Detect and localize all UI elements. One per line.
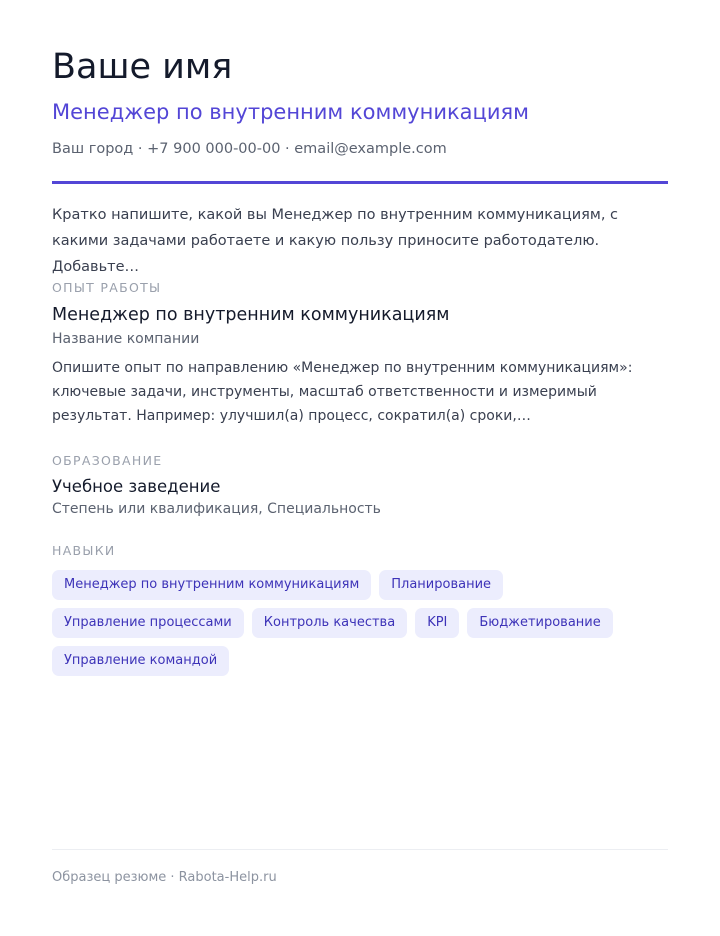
- education-degree: Степень или квалификация, Специальность: [52, 501, 381, 517]
- skill-chip: Планирование: [379, 570, 503, 600]
- job-description: Опишите опыт по направлению «Менеджер по внутренним коммуникациям»: ключевые задачи, инструменты, масштаб ответственности и измеримый результат. Например: улучшил(а) процесс, сократил(а) сроки,…: [52, 360, 633, 424]
- header-divider: [52, 181, 668, 184]
- skill-chip: Управление командой: [52, 646, 229, 676]
- job-title: Менеджер по внутренним коммуникациям: [52, 305, 450, 325]
- summary-text: Кратко напишите, какой вы Менеджер по внутренним коммуникациям, с какими задачами работаете и какую пользу приносите работодателю. Добавьте…: [52, 207, 619, 275]
- resume-page: [52, 0, 668, 936]
- candidate-name: Ваше имя: [52, 47, 233, 87]
- skills-list: [52, 570, 678, 676]
- skill-chip: Менеджер по внутренним коммуникациям: [52, 570, 371, 600]
- skill-chip: KPI: [415, 608, 459, 638]
- skill-chip: Бюджетирование: [467, 608, 612, 638]
- skills-section-label: НАВЫКИ: [52, 543, 116, 558]
- desired-position: Менеджер по внутренним коммуникациям: [52, 100, 529, 124]
- footer-divider: [52, 849, 668, 850]
- education-institution: Учебное заведение: [52, 477, 221, 496]
- skill-chip: Контроль качества: [252, 608, 407, 638]
- education-section-label: ОБРАЗОВАНИЕ: [52, 453, 163, 468]
- skill-chip: Управление процессами: [52, 608, 244, 638]
- company-name: Название компании: [52, 331, 200, 347]
- contact-line: Ваш город · +7 900 000-00-00 · email@example.com: [52, 141, 447, 157]
- experience-section-label: ОПЫТ РАБОТЫ: [52, 280, 162, 295]
- footer-caption: Образец резюме · Rabota-Help.ru: [52, 870, 277, 885]
